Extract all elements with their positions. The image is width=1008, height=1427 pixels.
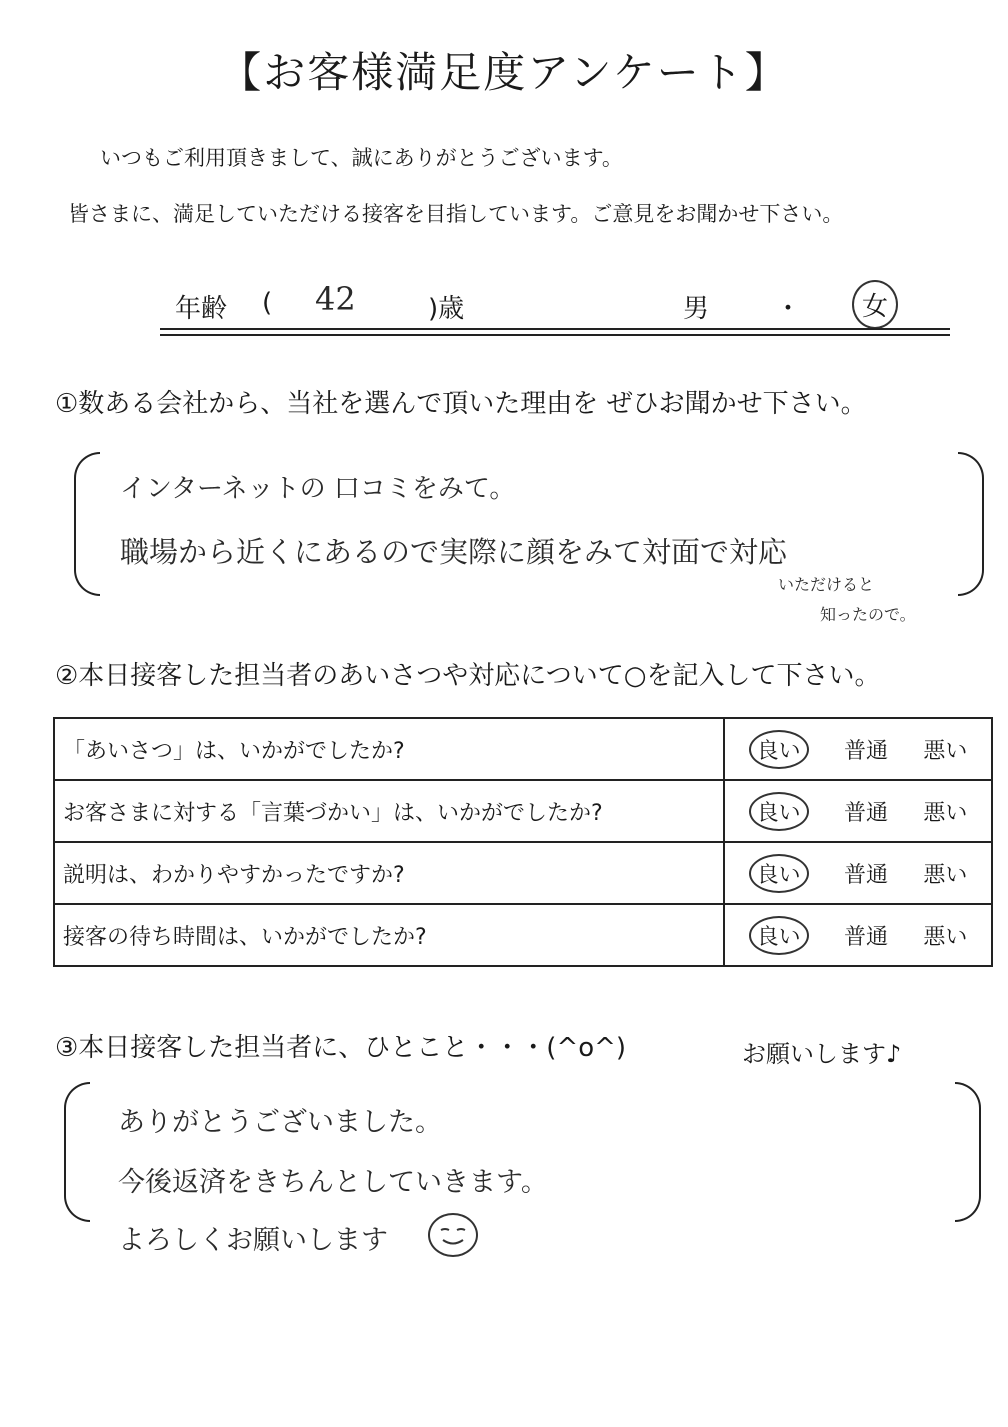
age-open-paren: ( (262, 288, 273, 318)
evaluation-row (55, 719, 991, 781)
q1-answer-line-3[interactable]: いただけると (778, 575, 875, 594)
evaluation-row (55, 905, 991, 967)
rating-options (725, 905, 991, 965)
q3-request: お願いします♪ (742, 1040, 902, 1068)
q1-answer-line-1[interactable]: インターネットの 口コミをみて。 (120, 474, 516, 504)
rating-bad[interactable]: 悪い (923, 924, 968, 950)
intro-line-2: 皆さまに、満足していただける接客を目指しています。ご意見をお聞かせ下さい。 (68, 202, 844, 226)
smiley-face-icon (428, 1213, 478, 1257)
q1-answer-line-4[interactable]: 知ったので。 (820, 605, 916, 624)
evaluation-question: 接客の待ち時間は、いかがでしたか? (55, 905, 725, 965)
evaluation-question: 「あいさつ」は、いかがでしたか? (55, 719, 725, 779)
profile-underline-top (160, 328, 950, 330)
profile-underline-bottom (160, 334, 950, 336)
age-close-paren: )歳 (428, 294, 465, 324)
q3-question: ③本日接客した担当者に、ひとこと・・・(^o^) (55, 1033, 627, 1063)
page-title: 【お客様満足度アンケート】 (219, 48, 789, 97)
q1-question: ①数ある会社から、当社を選んで頂いた理由を ぜひお聞かせ下さい。 (55, 389, 867, 419)
rating-bad[interactable]: 悪い (923, 862, 968, 888)
rating-good[interactable]: 良い (749, 916, 809, 955)
q3-bracket-right (955, 1082, 981, 1222)
q3-answer-line-1[interactable]: ありがとうございました。 (118, 1107, 442, 1138)
q3-answer-line-3[interactable]: よろしくお願いします (118, 1225, 388, 1256)
q2-question: ②本日接客した担当者のあいさつや対応について○を記入して下さい。 (55, 661, 881, 691)
evaluation-row (55, 843, 991, 905)
rating-average[interactable]: 普通 (843, 738, 888, 764)
evaluation-question: 説明は、わかりやすかったですか? (55, 843, 725, 903)
q3-bracket-left (64, 1082, 90, 1222)
rating-average[interactable]: 普通 (843, 800, 888, 826)
intro-line-1: いつもご利用頂きまして、誠にありがとうございます。 (100, 146, 623, 170)
q3-answer-line-2[interactable]: 今後返済をきちんとしていきます。 (118, 1167, 548, 1198)
gender-female[interactable]: 女 (852, 280, 898, 329)
rating-good[interactable]: 良い (749, 792, 809, 831)
q1-bracket-left (74, 452, 100, 596)
evaluation-question: お客さまに対する「言葉づかい」は、いかがでしたか? (55, 781, 725, 841)
q1-answer-line-2[interactable]: 職場から近くにあるので実際に顔をみて対面で対応 (120, 535, 788, 569)
q1-bracket-right (958, 452, 984, 596)
rating-bad[interactable]: 悪い (923, 738, 968, 764)
rating-bad[interactable]: 悪い (923, 800, 968, 826)
rating-good[interactable]: 良い (749, 730, 809, 769)
gender-separator: ・ (775, 294, 802, 324)
rating-average[interactable]: 普通 (843, 862, 888, 888)
evaluation-table (53, 717, 993, 967)
gender-male[interactable]: 男 (683, 294, 710, 324)
rating-options (725, 719, 991, 779)
rating-options (725, 843, 991, 903)
age-value[interactable]: 42 (315, 280, 356, 318)
age-label: 年齢 (175, 294, 228, 324)
rating-average[interactable]: 普通 (843, 924, 888, 950)
evaluation-row (55, 781, 991, 843)
rating-good[interactable]: 良い (749, 854, 809, 893)
rating-options (725, 781, 991, 841)
